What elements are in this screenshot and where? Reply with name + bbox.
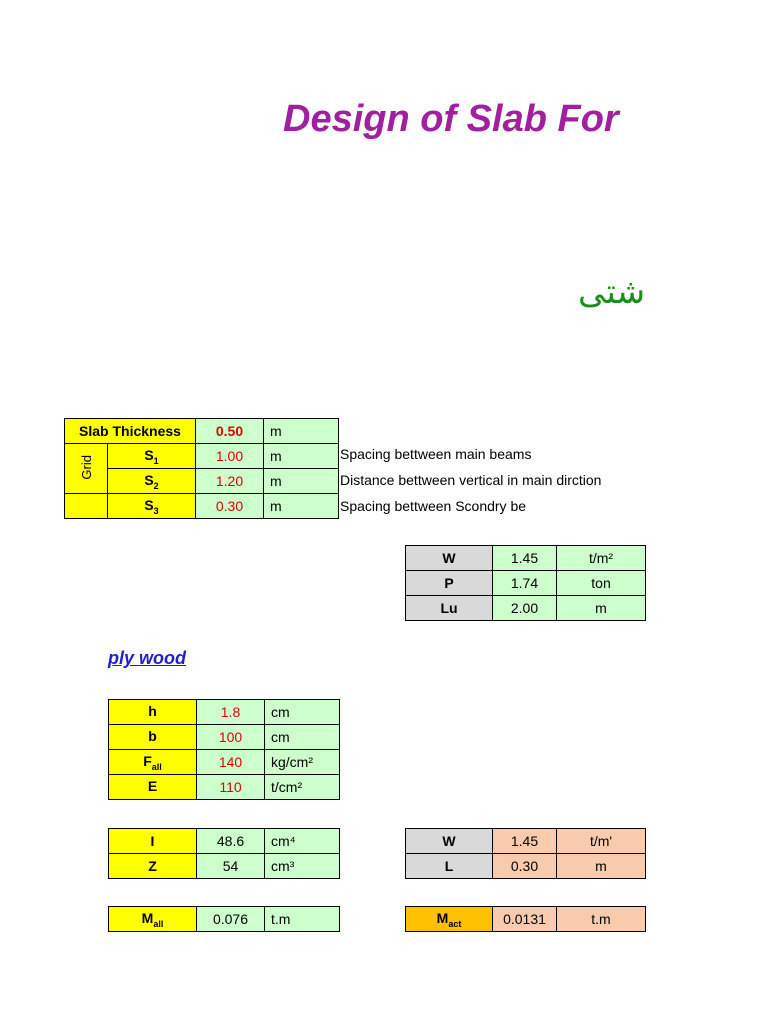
section-z-value: 54	[197, 854, 265, 879]
load-w-label: W	[406, 546, 493, 571]
section-i-unit: cm⁴	[265, 829, 340, 854]
section-i-label: I	[109, 829, 197, 854]
ply-fall-value: 140	[197, 750, 265, 775]
grid-row-s1	[65, 444, 339, 469]
load-p-value: 1.74	[493, 571, 557, 596]
wl-row-l	[406, 854, 646, 879]
wl-w-value: 1.45	[493, 829, 557, 854]
load-p-label: P	[406, 571, 493, 596]
ply-h-unit: cm	[265, 700, 340, 725]
grid-label: Grid	[78, 454, 94, 480]
page-title: Design of Slab For	[283, 98, 619, 140]
ply-row-e	[109, 775, 340, 800]
load-row-lu	[406, 596, 646, 621]
grid-row-s3	[65, 494, 339, 519]
ply-b-value: 100	[197, 725, 265, 750]
s2-symbol: $S_2$	[108, 469, 196, 494]
wl-l-unit: m	[557, 854, 646, 879]
wl-row-w	[406, 829, 646, 854]
m-all-table	[108, 906, 340, 932]
section-row-z	[109, 854, 340, 879]
ply-row-b	[109, 725, 340, 750]
ply-e-label: E	[109, 775, 197, 800]
s1-note: Spacing bettween main beams	[340, 446, 532, 462]
m-act-value: 0.0131	[493, 907, 557, 932]
section-row-i	[109, 829, 340, 854]
m-act-unit: t.m	[557, 907, 646, 932]
s2-note: Distance bettween vertical in main dirction	[340, 472, 602, 488]
m-act-table	[405, 906, 646, 932]
ply-e-unit: t/cm²	[265, 775, 340, 800]
ply-row-fall	[109, 750, 340, 775]
grid-empty-cell	[65, 494, 108, 519]
wl-l-value: 0.30	[493, 854, 557, 879]
m-all-label: $M_{all}$	[109, 907, 197, 932]
s1-unit: m	[264, 444, 339, 469]
slab-thickness-unit: m	[264, 419, 339, 444]
s1-value: 1.00	[196, 444, 264, 469]
s3-value: 0.30	[196, 494, 264, 519]
load-row-p	[406, 571, 646, 596]
load-table	[405, 545, 646, 621]
load-w-unit: t/m²	[557, 546, 646, 571]
load-lu-unit: m	[557, 596, 646, 621]
load-w-value: 1.45	[493, 546, 557, 571]
m-all-row	[109, 907, 340, 932]
ply-b-unit: cm	[265, 725, 340, 750]
s3-note: Spacing bettween Scondry be	[340, 498, 527, 514]
ply-h-label: h	[109, 700, 197, 725]
m-all-unit: t.m	[265, 907, 340, 932]
m-act-label: $M_{act}$	[406, 907, 493, 932]
grid-label-cell	[65, 444, 108, 494]
load-row-w	[406, 546, 646, 571]
slab-thickness-value: 0.50	[196, 419, 264, 444]
s3-unit: m	[264, 494, 339, 519]
ply-e-value: 110	[197, 775, 265, 800]
wl-table	[405, 828, 646, 879]
ply-fall-label: $F_{all}$	[109, 750, 197, 775]
ply-wood-heading: ply wood	[108, 648, 186, 668]
m-act-row	[406, 907, 646, 932]
s2-unit: m	[264, 469, 339, 494]
wl-w-label: W	[406, 829, 493, 854]
ply-h-value: 1.8	[197, 700, 265, 725]
arabic-subtitle: شتى	[578, 272, 646, 312]
ply-row-h	[109, 700, 340, 725]
load-lu-label: Lu	[406, 596, 493, 621]
ply-wood-table	[108, 699, 340, 800]
s1-symbol: $S_1$	[108, 444, 196, 469]
slab-table	[64, 418, 339, 519]
slab-thickness-label: Slab Thickness	[65, 419, 196, 444]
load-lu-value: 2.00	[493, 596, 557, 621]
s3-symbol: $S_3$	[108, 494, 196, 519]
section-table	[108, 828, 340, 879]
s2-value: 1.20	[196, 469, 264, 494]
wl-w-unit: t/m'	[557, 829, 646, 854]
m-all-value: 0.076	[197, 907, 265, 932]
ply-fall-unit: kg/cm²	[265, 750, 340, 775]
ply-b-label: b	[109, 725, 197, 750]
load-p-unit: ton	[557, 571, 646, 596]
slab-thickness-row	[65, 419, 339, 444]
wl-l-label: L	[406, 854, 493, 879]
section-z-label: Z	[109, 854, 197, 879]
section-z-unit: cm³	[265, 854, 340, 879]
section-i-value: 48.6	[197, 829, 265, 854]
